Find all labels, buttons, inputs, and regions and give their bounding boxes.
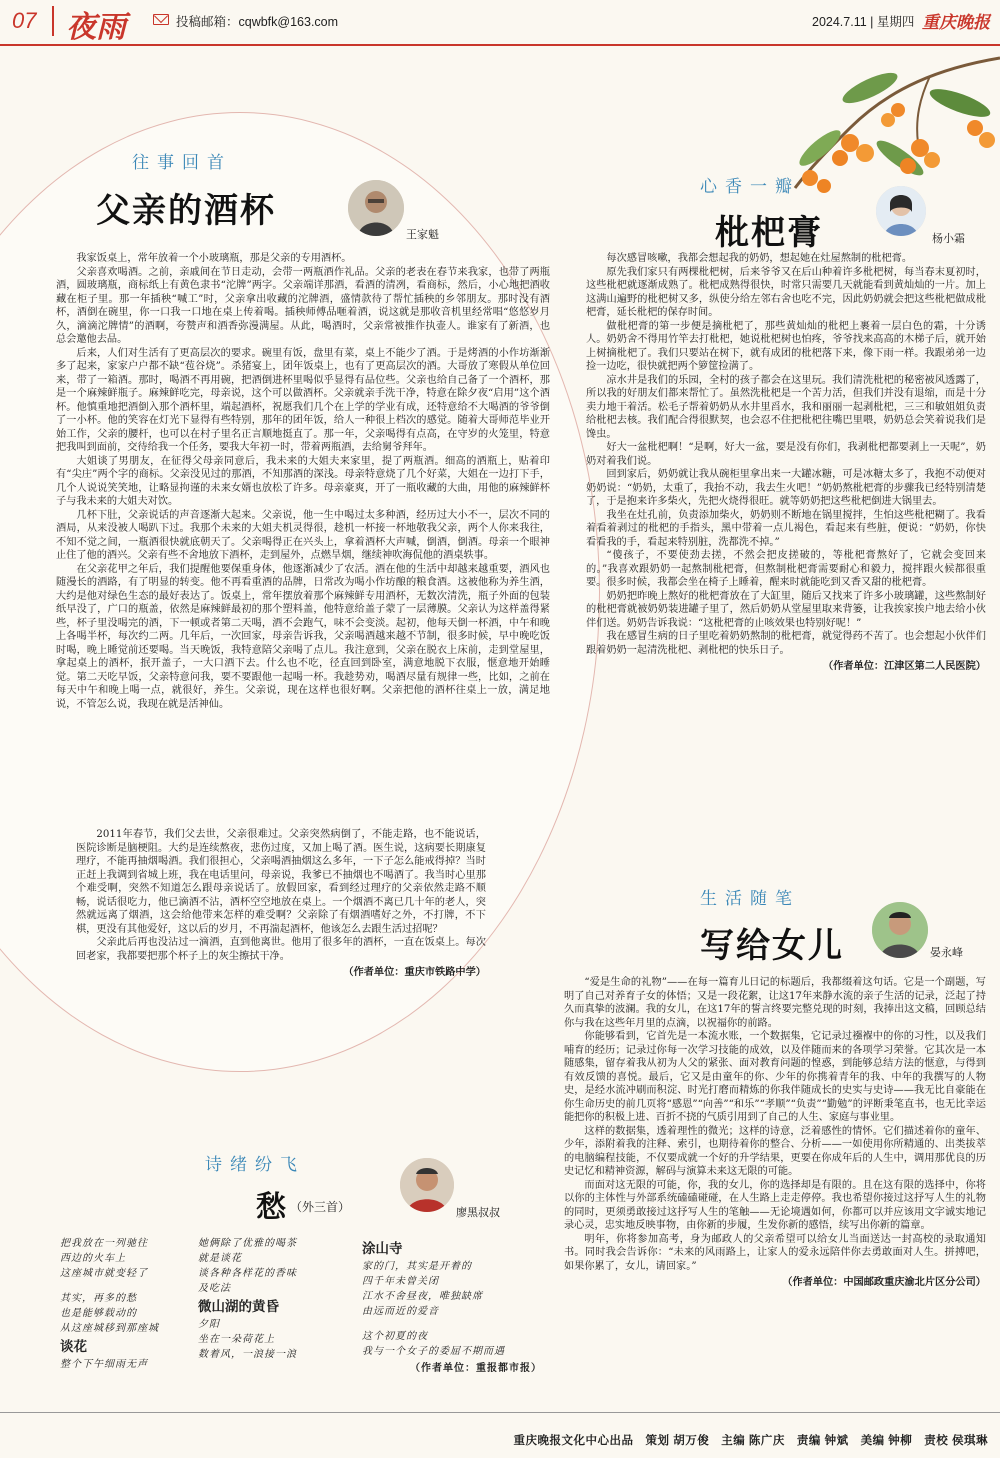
paragraph: 每次感冒咳嗽，我都会想起我的奶奶，想起她在灶屋熬制的枇杷膏。: [606, 253, 913, 264]
article2-title: 枇杷膏: [715, 213, 823, 253]
poem-title: 愁: [256, 1190, 288, 1225]
paragraph: 这样的数据集，透着理性的微光；这样的诗意，泛着感性的情怀。它们描述着你的童年、少年，添附着我的注释、索引，也期待着你的整合、分析——一如使用你所精通的、出类拔萃的电脑编程技能，不仅要成就一个好的升学结果，更要在你成年后的人生中，调用那优良的历史记忆和精神资源，解码与演算未来这无限的可能。: [564, 1125, 986, 1177]
paragraph: 父亲此后再也没沾过一滴酒，直到他离世。他用了很多年的酒杯，一直在饭桌上。每次回老家，我都要把那个杯子上的灰尘擦拭干净。: [76, 937, 486, 962]
article3-author-unit: （作者单位：中国邮政重庆渝北片区分公司）: [782, 1276, 986, 1288]
column-title-shenghuosuibi: 生活随笔: [700, 889, 800, 909]
poem-line: 谈各种各样花的香味: [198, 1268, 297, 1279]
poem-line: 江水不舍昼夜，唯独缺席: [362, 1291, 483, 1302]
poem-column-3: [362, 1236, 542, 1376]
section-logo: 夜雨: [66, 10, 126, 45]
paragraph: 后来，人们对生活有了更高层次的要求。碗里有饭，盘里有菜，桌上不能少了酒。于是烤酒的小作坊渐渐多了起来，家家户户都不缺“苞谷烧”。杀猪宴上，团年饭桌上，也有了更高层次的酒。大哥放了寒假从单位回来，带了一箱酒。那时，喝酒不再用碗，把酒倒进杯里喝似乎显得有品位些。父亲也给自己备了一个酒杯，那是一个麻辣鲜瓶子。麻辣鲜吃完，母亲说，这个可以做酒杯。父亲就亲手洗干净，特意在除夕夜“启用”这个酒杯。他慎重地把酒倒入那个酒杯里，端起酒杯，祝愿我们几个在上学的学业有成，还特意给不大喝酒的爷爷倒了一小杯。他的笑容在灯光下显得有些特别，那年的团年饭，给人一种很上档次的感觉。随着大哥师范毕业开始工作，父亲的腰杆，也可以在村子里名正言顺地挺直了。那一年，父亲喝得有点高，在守岁的火笼里，特意把我叫到面前，交待给我一个任务，要我大年初一时，带着两瓶酒，去给舅爷拜年。: [56, 347, 550, 453]
issue-date: 2024.7.11 | 星期四: [812, 15, 915, 29]
article1-author-avatar: [348, 180, 404, 236]
article1-body-lower: [76, 828, 486, 980]
article3-author: 晏永峰: [930, 947, 963, 959]
footer-credits: 重庆晚报文化中心出品 策划 胡万俊 主编 陈广庆 责编 钟斌 美编 钟柳 责校 侯琪琳: [513, 1435, 988, 1447]
article1-author: 王家魁: [406, 229, 439, 241]
page-number: 07: [12, 8, 37, 33]
poem-line: 坐在一朵荷花上: [198, 1334, 275, 1345]
poem-line: 她俩除了优雅的喝茶: [198, 1238, 297, 1249]
poem-line: 从这座城移到那座城: [60, 1323, 159, 1334]
paragraph: “傻孩子，不要使劲去搓，不然会把皮搓破的，等枇杷膏熬好了，它就会变回来的。”我喜欢跟奶奶一起熬制枇杷膏，但熬制枇杷膏需要耐心和毅力，搅拌跟火候都很重要。很多时候，我都会坐在椅子上睡着，醒来时就能吃到又香又甜的枇杷膏。: [586, 550, 986, 588]
footer-divider: [0, 1412, 1000, 1413]
poem-line: 我与一个女子的委屈不期而遇: [362, 1346, 505, 1357]
poem-line: 西边的火车上: [60, 1253, 126, 1264]
submission-email[interactable]: 投稿邮箱：cqwbfk@163.com: [176, 15, 339, 29]
article3-body: [564, 976, 986, 1290]
poem-subtitle-tanhua: 谈花: [60, 1339, 87, 1355]
poem-line: 这个初夏的夜: [362, 1331, 428, 1342]
poem-line: 也是能够载动的: [60, 1308, 137, 1319]
paragraph: 你能够看到，它首先是一本流水账，一个数据集，它记录过襁褓中的你的习性，以及我们哺育的经历；记录过你每一次学习技能的成效，以及伴随而来的各项学习荣誉。它其次是一本随感集，留存着我从初为人父的紧张、面对教育问题的惶惑，到能够总结方法的惬意，与得到有效反馈的喜悦。最后，它又是由童年的你、少年的你携着青年的我、中年的我撰写的人物史，是经水流冲刷而积淀、时光打磨而精炼的你我伴随成长的史实与史诗——我无比自豪能在你生命历史的前几页将“感恩”“向善”“和乐”“孝顺”“负责”“勤勉”的评断秉笔直书，也无比幸运能把你的积极上进、百折不挠的气质引用到了自己的人生、家庭与事业里。: [564, 1031, 986, 1123]
page-footer: [0, 1410, 1000, 1458]
article2-body: [586, 252, 986, 674]
paragraph: 我家饭桌上，常年放着一个小玻璃瓶，那是父亲的专用酒杯。: [76, 253, 352, 264]
paragraph: 大姐谈了男朋友，在征得父母亲同意后，我未来的大姐夫来家里，提了两瓶酒。细高的酒瓶上，贴着印有“尖庄”两个字的商标。父亲没见过的那酒，不知那酒的深浅。母亲特意烧了几个好菜，大姐在一边打下手，几个人说说笑笑地，让略显拘谨的未来女婿也放松了许多。母亲豪爽，开了一瓶收藏的大曲，用他的麻辣鲜杯子与我未来的大姐夫对饮。: [56, 455, 550, 507]
poem-column-2: [198, 1236, 348, 1362]
poem-subtitle-tushansi: 涂山寺: [362, 1241, 403, 1257]
poem-line: 夕阳: [198, 1319, 220, 1330]
article2-author-unit: （作者单位：江津区第二人民医院）: [823, 660, 986, 672]
poem-line: 其实，再多的愁: [60, 1293, 137, 1304]
poem-column-1: [60, 1236, 200, 1372]
poem-title-sub: （外三首）: [290, 1200, 351, 1214]
poem-line: 就是谈花: [198, 1253, 242, 1264]
paragraph: 在父亲花甲之年后，我们提醒他要保重身体，他逐渐减少了农活。酒在他的生活中却越来越重要，酒风也随漫长的酒路，有了明显的转变。他不再看重酒的品牌，日常改为喝小作坊酿的粮食酒。这被他称为养生酒，大约是他对绿色生态的最好表达了。饭桌上，常年摆放着那个麻辣鲜专用酒杯，无数次清洗，瓶子外面的包装纸早没了，广口的瓶盖，依然是麻辣鲜最初的那个塑料盖，他特意给盖子蒙了一层薄膜。父亲认为这样盖得紧些，杯子里没喝完的酒，下一顿或者第二天喝，酒不会跑气，味不会变淡。起初，他每天倒一杯酒，中午和晚上各喝半杯，每次约二两。几年后，一次回家，母亲告诉我，父亲喝酒越来越不节制，很多时候，早中晚吃饭时喝，晚上睡觉前还要喝。当天晚饭，我特意陪父亲喝了点儿。我注意到，父亲在脱衣上床前，走到堂屋里，拿起桌上的酒杯，抿开盖子，一大口酒下去。什么也不吃，径直回到卧室，满意地脱下衣服，惬意地开始睡觉。第二天吃早饭，父亲特意问我，要不要跟他一起喝一杯。我趁势劝，喝酒尽量有规律一些，比如，之前在每天中午和晚上喝一点，就很好，养生。父亲说，现在这样也很好啊。父亲把他的酒杯往桌上一放，满足地说，不管怎么说，我现在就是活神仙。: [56, 563, 550, 710]
paragraph: “爱是生命的礼物”——在每一篇育儿日记的标题后，我都缀着这句话。它是一个副题，写明了自己对养育子女的体悟；又是一段花絮，让这17年来静水流的亲子生活的记录，泛起了持久而真挚的波澜。我的女儿，在这17年的誓言终要完整兑现的时刻，我捧出这文稿，回顾总结你与我在这些年月里的点滴，以祝福你的前路。: [564, 977, 986, 1029]
paragraph: 明年，你将参加高考，身为邮政人的父亲希望可以给女儿当面送达一封高校的录取通知书。同时我会告诉你：“未来的风雨路上，让家人的爱永远陪伴你去勇敢面对人生。拼搏吧，如果你累了，女儿，请回家。”: [564, 1233, 986, 1272]
poem-line: 数着风，一浪接一浪: [198, 1349, 297, 1360]
article1-title: 父亲的酒杯: [96, 191, 276, 231]
paragraph: 好大一盆枇杷啊！“是啊，好大一盆，要是没有你们，我剥枇杷都要剥上一天呢”，奶奶对着我们说。: [586, 442, 986, 467]
paragraph: 父亲喜欢喝酒。之前，亲戚间在节日走动，会带一两瓶酒作礼品。父亲的老表在春节来我家，也带了两瓶酒，圆玻璃瓶，商标纸上有黄色隶书“沱牌”两字。父亲端详那酒，看酒的清冽，看商标，然后，小心地把酒收藏在柜子里。那一年插秧“喊工”时，父亲拿出收藏的沱牌酒，盛情款待了帮忙插秧的乡邻朋友。那时没有酒杯，酒倒在碗里，你一口我一口地在桌上传着喝。插秧师傅品咂着酒，说这就是那收音机里经常唱“悠悠岁月久，滴滴沱牌情”的酒啊，夸赞声和酒香弥漫满屋。从此，喝酒时，父亲常被推作执壶人。谁家有了新酒，也总会邀他去品。: [56, 266, 550, 345]
paragraph: 2011年春节，我们父去世，父亲很难过。父亲突然病倒了，不能走路，也不能说话，医院诊断是脑梗阻。大约是连续熬夜，悲伤过度，又加上喝了酒。医生说，这病要长期康复理疗，不能再抽烟喝酒。我们很担心，父亲喝酒抽烟这么多年，一下子怎么能戒得掉？当时正赶上我调到省城上班，我在电话里问，母亲说，我爹已不抽烟也不喝酒了。我当时心里那个难受啊，突然不知道怎么跟母亲说话了。放假回家，看到经过理疗的父亲依然走路不顺畅，说话很吃力，他已滴酒不沾，酒杯空空地放在桌上。一个烟酒不离已几十年的老人，突然就远离了烟酒，这会给他带来怎样的难受啊？父亲除了有烟酒嗜好之外，不打牌，不下棋，更没有其他爱好，这以后的岁月，不再湍起酒杯，他该怎么去跟生活过招呢？: [76, 829, 486, 935]
poem-line: 这座城市就变轻了: [60, 1268, 148, 1279]
article1-author-unit: （作者单位：重庆市铁路中学）: [343, 966, 486, 978]
poem-line: 整个下午细雨无声: [60, 1359, 148, 1370]
mail-icon: [153, 14, 169, 25]
column-title-xinxiangyiban: 心香一瓣: [700, 177, 800, 197]
paragraph: 回到家后，奶奶就让我从碗柜里拿出来一大罐冰糖，可是冰糖太多了，我抱不动便对奶奶说：“奶奶，太重了，我抬不动，我去生火吧！”奶奶熬枇杷膏的步骤我已经特别清楚了，于是抱来许多柴火，先把火烧得很旺。就等奶奶把这些枇杷倒进大锅里去。: [586, 469, 986, 507]
poem-line: 家的门，其实是开着的: [362, 1261, 472, 1272]
article2-author: 杨小霜: [932, 233, 965, 245]
poem-author: 廖黑叔叔: [456, 1207, 500, 1219]
paragraph: 凉水井是我们的乐园，全村的孩子都会在这里玩。我们清洗枇杷的秘密被风透露了，所以我的好朋友们都来帮忙了。虽然洗枇杷是一个苦力活，但我们并没有退缩，而是十分卖力地干着活。松毛子帮着奶奶从水井里舀水，我和丽丽一起剥枇杷，三三和敏姐姐负责给枇杷去核。我们配合得很默契，也会忍不住把枇杷往嘴巴里喂，奶奶总会笑着说我们是馋虫。: [586, 374, 986, 440]
newspaper-logo: 重庆晚报: [922, 13, 990, 33]
article3-title: 写给女儿: [700, 926, 844, 966]
paragraph: 原先我们家只有两棵枇杷树，后来爷爷又在后山种着许多枇杷树，每当春末夏初时，这些枇杷就逐渐成熟了。枇杷成熟得很快，时常只需要几天就能看到黄灿灿的一片。加上这满山遍野的枇杷树又多，纵使分给左邻右舍也吃不完，因此奶奶就会把这些枇杷做成枇杷膏，延长枇杷的保存时间。: [586, 266, 986, 318]
article3-author-avatar: [872, 902, 928, 958]
paragraph: 我在感冒生病的日子里吃着奶奶熬制的枇杷膏，就觉得药不苦了。也会想起小伙伴们跟着奶奶一起清洗枇杷、剥枇杷的快乐日子。: [586, 631, 986, 656]
article2-author-avatar: [876, 186, 926, 236]
paragraph: 几杯下肚，父亲说话的声音逐渐大起来。父亲说，他一生中喝过太多种酒，经历过大小不一，层次不同的酒局，从来没被人喝趴下过。我那个未来的大姐夫机灵得很，趁机一杯接一杯地敬我父亲，两个人你来我往，不知不觉之间，一瓶酒很快就底朝天了。父亲喝得正在兴头上，拿着酒杯大声喊，倒酒，倒酒。母亲一个眼神止住了他的酒兴。父亲有些不舍地放下酒杯，走到屋外，点燃旱烟，继续神吹海侃他的酒桌轶事。: [56, 509, 550, 561]
poem-line: 及吃法: [198, 1283, 231, 1294]
paragraph: 奶奶把昨晚上熬好的枇杷膏放在了大缸里，随后又找来了许多小玻璃罐，这些熬制好的枇杷膏就被奶奶装进罐子里了，然后奶奶从堂屋里取来背篓，让我挨家挨户地去给小伙伴们送。奶奶告诉我说：“这枇杷膏的止咳效果也特别好呢！”: [586, 590, 986, 629]
poem-line: 由远而近的爱音: [362, 1306, 439, 1317]
article1-body: [56, 252, 550, 711]
paragraph: 而面对这无限的可能，你，我的女儿，你的选择却是有限的。且在这有限的选择中，你将以你的主体性与外部系统磕磕碰碰，在人生路上走走停停。我也希望你接过这抒写人生的礼物的同时，更须勇敢接过这抒写人生的笔触——无论境遇如何，你都可以并应该用文字诚实地记录心灵，忠实地反映事物，由你新的步履，生发你新的感悟，续写出你新的篇章。: [564, 1179, 986, 1231]
poem-author-unit: （作者单位：重报都市报）: [410, 1363, 542, 1374]
column-title-wangshihuishou: 往事回首: [132, 153, 232, 173]
header-divider: [52, 6, 54, 36]
poem-author-avatar: [400, 1158, 454, 1212]
poem-subtitle-weishanhu: 微山湖的黄昏: [198, 1299, 279, 1315]
poem-line: 把我放在一列驰往: [60, 1238, 148, 1249]
page-header: [0, 0, 1000, 46]
poem-line: 四千年未曾关闭: [362, 1276, 439, 1287]
paragraph: 做枇杷膏的第一步便是摘枇杷了，那些黄灿灿的枇杷上裹着一层白色的霜，十分诱人。奶奶舍不得用竹竿去打枇杷，她说枇杷树也怕疼，爷爷找来高高的木梯子后，就开始上树摘枇杷了。我们只要站在树下，就有成团的枇杷落下来，像下雨一样。我跟弟弟一边捡一边吃，很快就把两个箩筐捡满了。: [586, 320, 986, 372]
paragraph: 我坐在灶孔前，负责添加柴火，奶奶则不断地在锅里搅拌，生怕这些枇杷糊了。我看着看着剥过的枇杷的手指头，黑中带着一点儿褐色，看起来有些脏，便说：“奶奶，你快看看我的手，看起来特别脏，洗都洗不掉。”: [586, 509, 986, 548]
column-title-shixufenfei: 诗绪纷飞: [205, 1155, 305, 1175]
